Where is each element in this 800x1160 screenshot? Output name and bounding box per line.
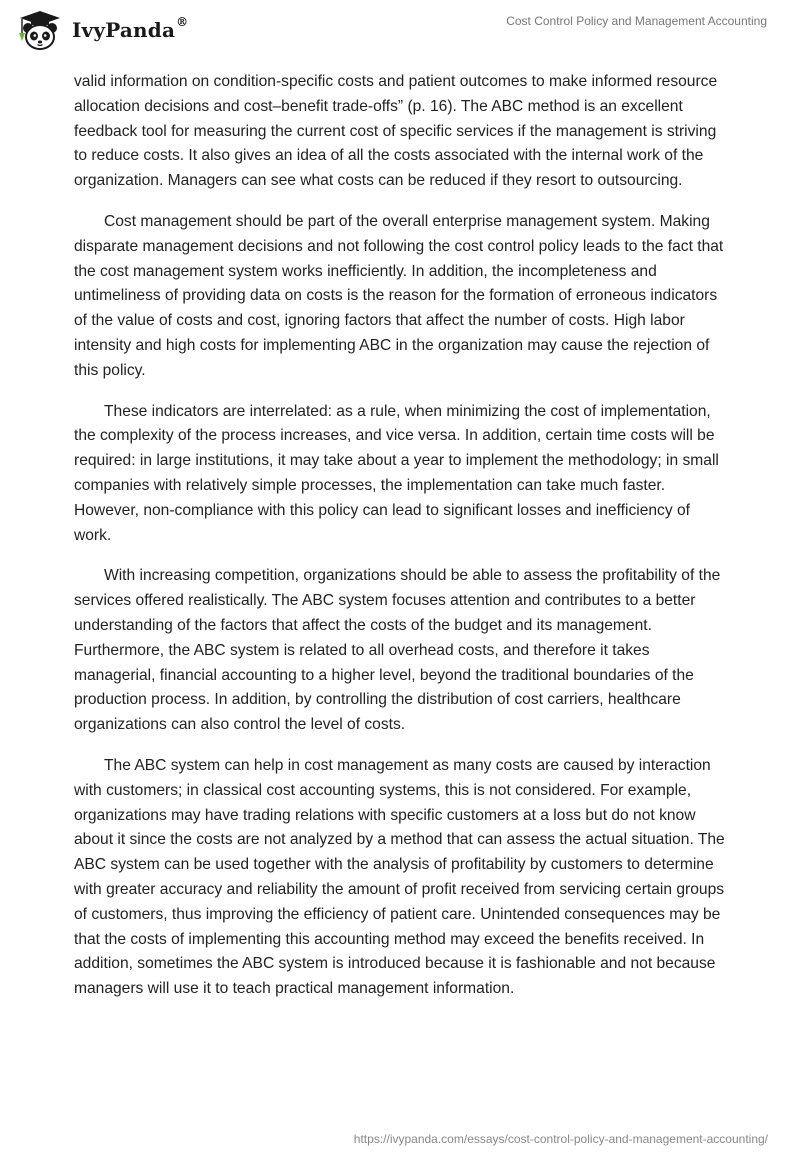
panda-graduate-icon bbox=[14, 9, 66, 51]
essay-body bbox=[74, 70, 726, 1018]
paragraph: With increasing competition, organizations should be able to assess the profitability of the services offered realistically. The ABC system focuses attention and contributes to a better understanding of the factors that affect the costs of the budget and its management. Furthermore, the ABC system is related to all overhead costs, and therefore it takes managerial, financial accounting to a higher level, beyond the traditional boundaries of the production process. In addition, by controlling the distribution of cost carriers, healthcare organizations can also control the level of costs. bbox=[74, 567, 721, 734]
page-header bbox=[0, 0, 800, 60]
paragraph: valid information on condition-specific costs and patient outcomes to make informed resource allocation decisions and cost–benefit trade-offs” (p. 16). The ABC method is an excellent feedback tool for measuring the current cost of specific services if the management is striving to reduce costs. It also gives an idea of all the costs associated with the internal work of the organization. Managers can see what costs can be reduced if they resort to outsourcing. bbox=[74, 73, 718, 190]
document-title: Cost Control Policy and Management Accounting bbox=[506, 14, 767, 28]
ivypanda-logo[interactable] bbox=[14, 9, 188, 51]
logo-wordmark: IvyPanda® bbox=[72, 15, 189, 42]
registered-mark: ® bbox=[176, 15, 189, 29]
paragraph: These indicators are interrelated: as a rule, when minimizing the cost of implementation, the complexity of the process increases, and vice versa. In addition, certain time costs will be required: in large institutions, it may take about a year to implement the methodology; in small companies with relatively simple processes, the implementation can take much faster. However, non-compliance with this policy can lead to significant losses and inefficiency of work. bbox=[74, 402, 719, 544]
source-url-link[interactable]: https://ivypanda.com/essays/cost-control-policy-and-management-accounting/ bbox=[353, 1132, 768, 1146]
paragraph: The ABC system can help in cost management as many costs are caused by interaction with customers; in classical cost accounting systems, this is not considered. For example, organizations may have trading relations with specific customers at a loss but do not know about it since the costs are not analyzed by a method that can assess the actual situation. The ABC system can be used together with the analysis of profitability by customers to determine with greater accuracy and reliability the amount of profit received from servicing certain groups of customers, thus improving the efficiency of patient care. Unintended consequences may be that the costs of implementing this accounting method may exceed the benefits received. In addition, sometimes the ABC system is introduced because it is fashionable and not because managers will use it to teach practical management information. bbox=[74, 756, 725, 998]
paragraph: Cost management should be part of the overall enterprise management system. Making disparate management decisions and not following the cost control policy leads to the fact that the cost management system works inefficiently. In addition, the incompleteness and untimeliness of providing data on costs is the reason for the formation of erroneous indicators of the value of costs and cost, ignoring factors that affect the number of costs. High labor intensity and high costs for implementing ABC in the organization may cause the rejection of this policy. bbox=[74, 212, 724, 379]
